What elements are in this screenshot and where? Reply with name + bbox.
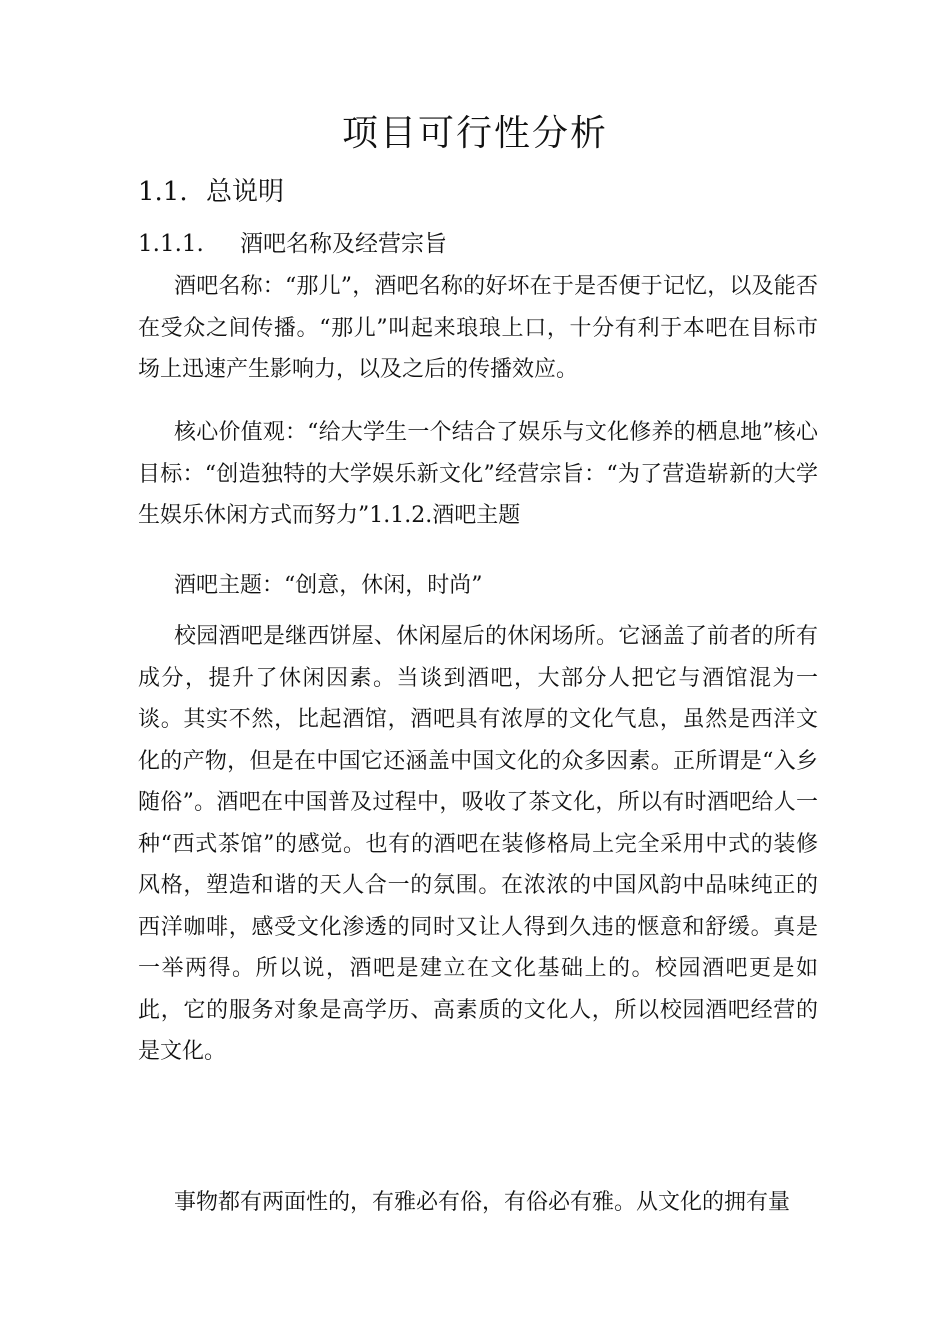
subsection-title: 酒吧名称及经营宗旨 (240, 231, 447, 257)
paragraph-name-intro (138, 266, 818, 391)
paragraph-two-sides (138, 1182, 818, 1224)
paragraph-core-values (138, 412, 818, 537)
paragraph-campus-bar (138, 616, 818, 1073)
paragraph-text: 酒吧主题：“创意，休闲，时尚” (174, 573, 483, 598)
paragraph-text: 事物都有两面性的，有雅必有俗，有俗必有雅。从文化的拥有量 (174, 1190, 791, 1215)
paragraph-theme (138, 565, 818, 607)
section-heading (138, 172, 284, 212)
paragraph-text: 校园酒吧是继西饼屋、休闲屋后的休闲场所。它涵盖了前者的所有成分，提升了休闲因素。当谈到酒吧，大部分人把它与酒馆混为一谈。其实不然，比起酒馆，酒吧具有浓厚的文化气息，虽然是西洋文化的产物，但是在中国它还涵盖中国文化的众多因素。正所谓是“入乡随俗”。酒吧在中国普及过程中，吸收了茶文化，所以有时酒吧给人一种“西式茶馆”的感觉。也有的酒吧在装修格局上完全采用中式的装修风格，塑造和谐的天人合一的氛围。在浓浓的中国风韵中品味纯正的西洋咖啡，感受文化渗透的同时又让人得到久违的惬意和舒缓。真是一举两得。所以说，酒吧是建立在文化基础上的。校园酒吧更是如此，它的服务对象是高学历、高素质的文化人，所以校园酒吧经营的是文化。 (138, 624, 818, 1064)
subsection-heading (138, 226, 447, 262)
section-title: 总说明 (206, 177, 285, 207)
subsection-number: 1.1.1. (138, 231, 204, 257)
document-title: 项目可行性分析 (341, 113, 608, 154)
paragraph-text: 酒吧名称：“那儿”，酒吧名称的好坏在于是否便于记忆，以及能否在受众之间传播。“那儿”叫起来琅琅上口，十分有利于本吧在目标市场上迅速产生影响力，以及之后的传播效应。 (138, 274, 818, 382)
section-number: 1.1. (138, 177, 188, 207)
paragraph-text: 核心价值观：“给大学生一个结合了娱乐与文化修养的栖息地”核心目标：“创造独特的大学娱乐新文化”经营宗旨：“为了营造崭新的大学生娱乐休闲方式而努力”1.1.2.酒吧主题 (138, 420, 818, 528)
